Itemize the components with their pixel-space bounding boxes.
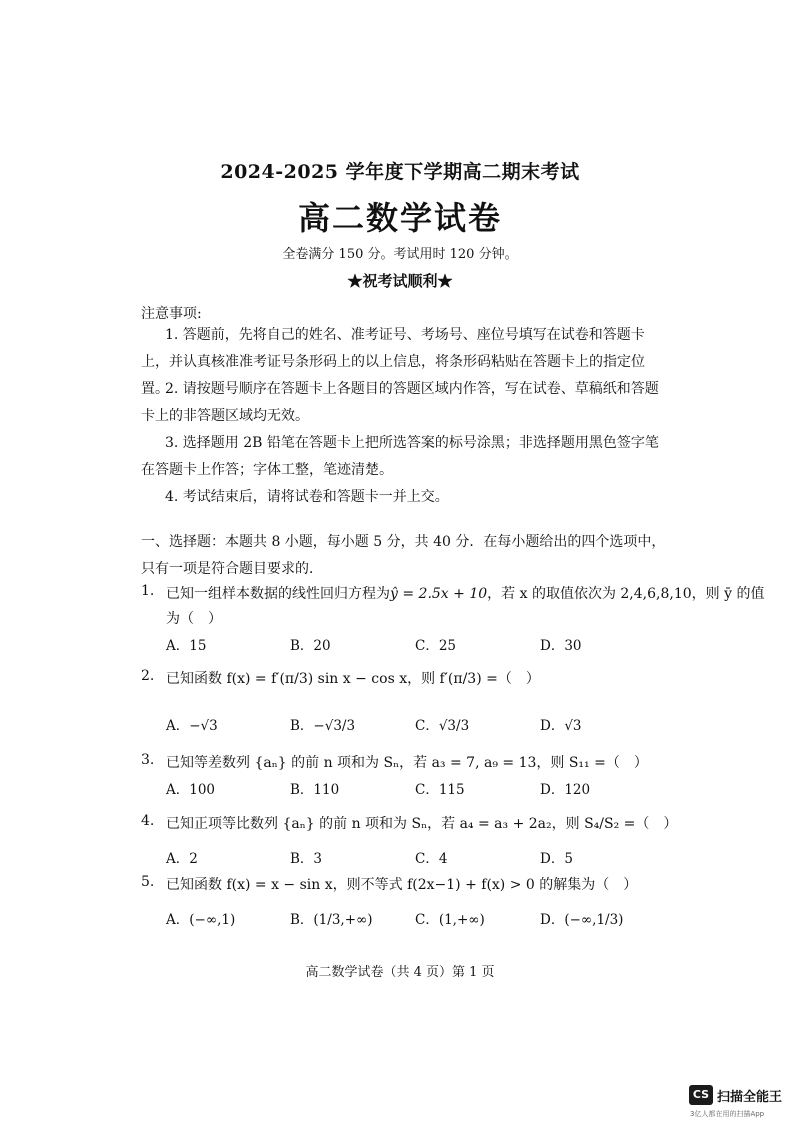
option-d: D．(−∞,1/3) bbox=[540, 912, 624, 928]
question-number: 2. bbox=[141, 668, 155, 684]
option-b: B．3 bbox=[290, 851, 323, 867]
question-text-b: ，若 x 的取值依次为 2,4,6,8,10，则 ȳ 的值 bbox=[487, 586, 765, 602]
question-number: 4. bbox=[141, 813, 155, 829]
question-text: 已知正项等比数列 {aₙ} 的前 n 项和为 Sₙ，若 a₄ = a₃ + 2a₂，则 S₄/S₂ =（ ） bbox=[166, 816, 678, 832]
question-number: 3. bbox=[141, 752, 155, 768]
option-a: A．15 bbox=[166, 638, 207, 654]
question-text: 已知等差数列 {aₙ} 的前 n 项和为 Sₙ，若 a₃ = 7, a₉ = 13，则 S₁₁ =（ ） bbox=[166, 755, 648, 771]
question-number: 5. bbox=[141, 874, 155, 890]
good-luck-banner: ★祝考试顺利★ bbox=[347, 272, 453, 290]
option-c: C．25 bbox=[415, 638, 457, 654]
exam-meta: 全卷满分 150 分。考试用时 120 分钟。 bbox=[282, 247, 518, 262]
question-text-a: 已知一组样本数据的线性回归方程为 bbox=[166, 586, 390, 602]
option-a: A．2 bbox=[166, 851, 198, 867]
note-item: 1. 答题前，先将自己的姓名、准考证号、考场号、座位号填写在试卷和答题卡上，并认真核准准考证号条形码上的以上信息，将条形码粘贴在答题卡上的指定位置。 bbox=[141, 327, 645, 397]
question-number: 1. bbox=[141, 583, 155, 599]
option-d: D．30 bbox=[540, 638, 582, 654]
notes-title: 注意事项: bbox=[141, 306, 202, 322]
option-b: B．−√3/3 bbox=[290, 718, 356, 734]
option-b: B．(1/3,+∞) bbox=[290, 912, 373, 928]
watermark-name: 扫描全能王 bbox=[717, 1090, 783, 1105]
option-c: C．(1,+∞) bbox=[415, 912, 485, 928]
option-a: A．−√3 bbox=[166, 718, 218, 734]
regression-equation: ŷ = 2.5x + 10 bbox=[390, 586, 488, 602]
camscanner-logo-icon: CS bbox=[689, 1085, 713, 1105]
watermark-tagline: 3亿人都在用的扫描App bbox=[690, 1110, 765, 1118]
note-item: 2. 请按题号顺序在答题卡上各题目的答题区域内作答，写在试卷、草稿纸和答题卡上的非答题区域均无效。 bbox=[141, 381, 659, 424]
section-heading: 一、选择题：本题共 8 小题，每小题 5 分，共 40 分．在每小题给出的四个选项中，只有一项是符合题目要求的． bbox=[141, 534, 666, 577]
option-c: C．√3/3 bbox=[415, 718, 470, 734]
option-c: C．4 bbox=[415, 851, 448, 867]
option-c: C．115 bbox=[415, 782, 465, 798]
question-text-c: 为（ ） bbox=[166, 611, 222, 627]
page-footer: 高二数学试卷（共 4 页）第 1 页 bbox=[305, 965, 495, 980]
question-text: 已知函数 f(x) = f′(π/3) sin x − cos x，则 f′(π/3) =（ ） bbox=[166, 671, 540, 687]
note-item: 4. 考试结束后，请将试卷和答题卡一并上交。 bbox=[165, 489, 449, 505]
option-d: D．5 bbox=[540, 851, 573, 867]
note-item: 3. 选择题用 2B 铅笔在答题卡上把所选答案的标号涂黑；非选择题用黑色签字笔在答题卡上作答；字体工整，笔迹清楚。 bbox=[141, 435, 659, 478]
question-text bbox=[166, 583, 764, 603]
option-d: D．√3 bbox=[540, 718, 582, 734]
option-d: D．120 bbox=[540, 782, 591, 798]
option-a: A．100 bbox=[166, 782, 216, 798]
exam-header: 2024-2025 学年度下学期高二期末考试 bbox=[220, 161, 580, 183]
option-b: B．110 bbox=[290, 782, 340, 798]
question-text: 已知函数 f(x) = x − sin x，则不等式 f(2x−1) + f(x) > 0 的解集为（ ） bbox=[166, 877, 638, 893]
page-title: 高二数学试卷 bbox=[297, 199, 502, 237]
option-b: B．20 bbox=[290, 638, 331, 654]
option-a: A．(−∞,1) bbox=[166, 912, 236, 928]
